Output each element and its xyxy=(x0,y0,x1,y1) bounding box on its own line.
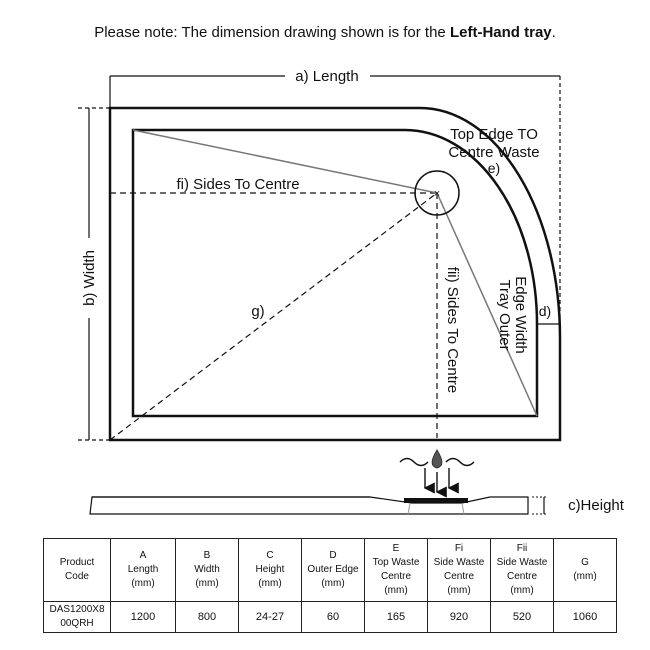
cell-top-waste-centre: 165 xyxy=(365,602,428,633)
tray-side-profile xyxy=(90,497,528,514)
header-fi-side-waste-centre: Fi Side Waste Centre (mm) xyxy=(428,539,491,602)
cell-fii: 520 xyxy=(491,602,554,633)
spec-table-row xyxy=(44,602,617,633)
header-fii-side-waste-centre: Fii Side Waste Centre (mm) xyxy=(491,539,554,602)
tray-outer-label-line1: Tray Outer xyxy=(496,279,513,351)
g-label: g) xyxy=(251,303,265,320)
fii-label: fii) Sides To Centre xyxy=(444,266,461,394)
width-dimension xyxy=(78,108,110,440)
length-label: a) Length xyxy=(295,68,359,85)
note-suffix: . xyxy=(551,24,556,41)
fi-label: fi) Sides To Centre xyxy=(176,176,300,193)
cell-outer-edge: 60 xyxy=(302,602,365,633)
note-bold: Left-Hand tray xyxy=(449,24,552,41)
header-width: B Width (mm) xyxy=(176,539,239,602)
width-label: b) Width xyxy=(81,250,98,306)
water-drop-icon xyxy=(400,450,474,492)
header-top-waste-centre: E Top Waste Centre (mm) xyxy=(365,539,428,602)
waste-centre-mark: × xyxy=(433,188,441,200)
diagonal-g-line xyxy=(110,193,437,440)
header-length: A Length (mm) xyxy=(111,539,176,602)
note-prefix: Please note: The dimension drawing shown is for the xyxy=(94,24,450,41)
top-edge-label-line1: Top Edge TO xyxy=(450,126,538,143)
spec-table xyxy=(43,538,617,633)
cell-length: 1200 xyxy=(111,602,176,633)
outer-edge-marker xyxy=(537,319,560,329)
height-marker xyxy=(532,497,548,514)
top-edge-label-line2: Centre Waste xyxy=(448,144,540,161)
tray-inner-outline xyxy=(133,130,540,416)
header-outer-edge: D Outer Edge (mm) xyxy=(302,539,365,602)
header-product-code: Product Code xyxy=(44,539,111,602)
outer-edge-label: d) xyxy=(538,303,552,319)
top-edge-letter: e) xyxy=(487,160,501,176)
height-label: c)Height xyxy=(568,497,624,514)
tray-outer-label-line2: Edge Width xyxy=(512,276,529,354)
header-g: G (mm) xyxy=(554,539,617,602)
header-height: C Height (mm) xyxy=(239,539,302,602)
cell-height: 24-27 xyxy=(239,602,302,633)
cell-product-code: DAS1200X8 00QRH xyxy=(44,602,111,633)
cell-fi: 920 xyxy=(428,602,491,633)
cell-g: 1060 xyxy=(554,602,617,633)
cell-width: 800 xyxy=(176,602,239,633)
spec-table-header-row xyxy=(44,539,617,602)
